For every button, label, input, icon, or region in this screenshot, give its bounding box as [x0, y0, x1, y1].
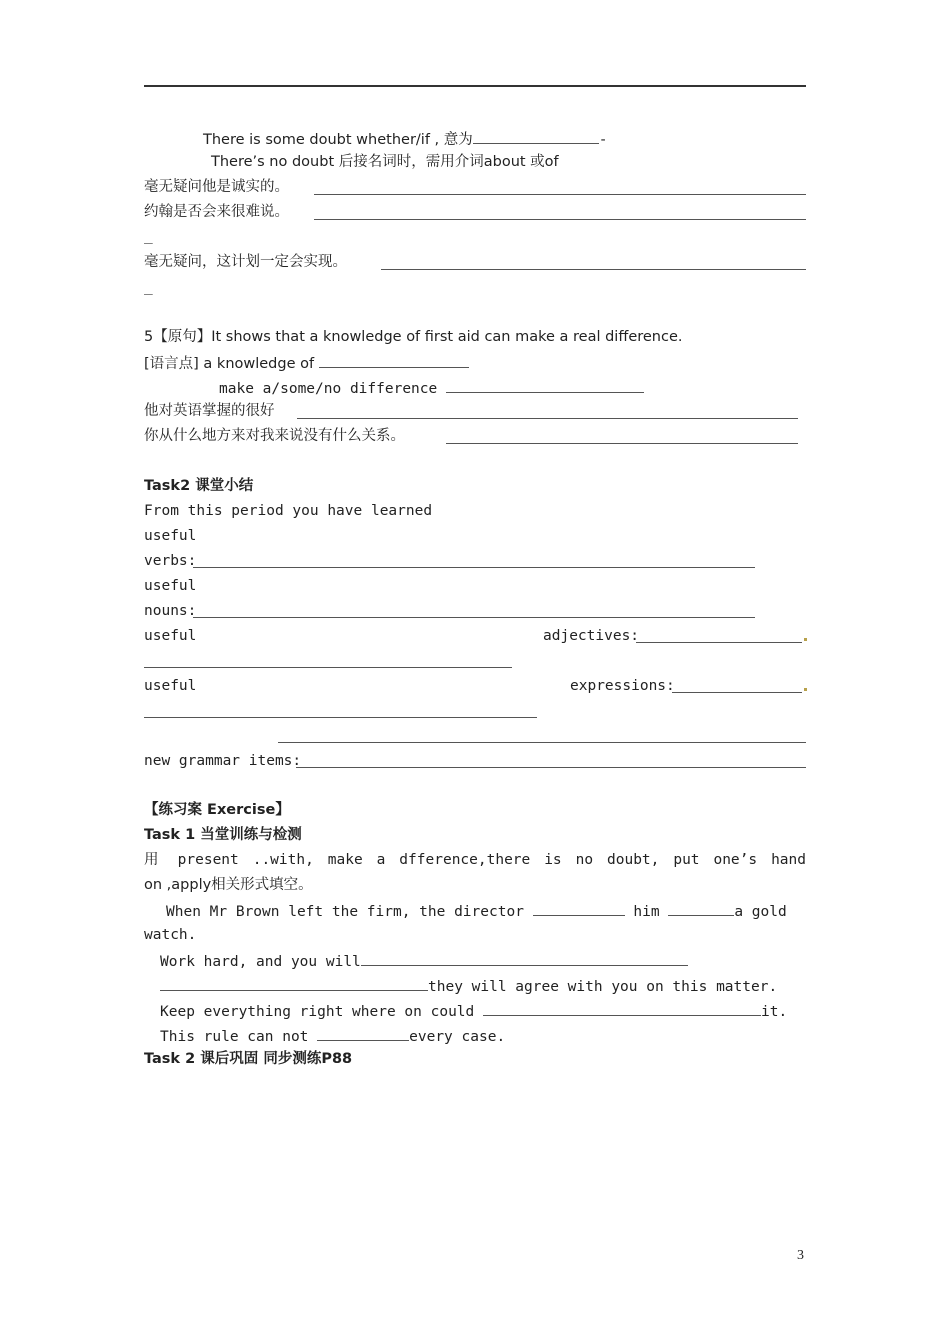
q2-blank[interactable]: [361, 950, 688, 966]
page-number: 3: [797, 1248, 804, 1263]
translation-5: 你从什么地方来对我来说没有什么关系。: [144, 428, 405, 444]
q2-text: Work hard, and you will: [160, 954, 361, 970]
from-period-line: From this period you have learned: [144, 503, 433, 519]
q5-text-a: This rule can not: [160, 1029, 318, 1045]
mark-dot-2: [804, 688, 807, 691]
question-3: [160, 975, 777, 997]
language-point-knowledge: [144, 352, 469, 374]
mark-dot-1: [804, 638, 807, 641]
q1-text-a: When Mr Brown left the firm, the director: [166, 904, 533, 920]
q5-blank[interactable]: [317, 1025, 409, 1041]
dash-tail: -: [598, 132, 608, 148]
grammar-label: new grammar items:: [144, 753, 302, 769]
answer-line-1[interactable]: [314, 194, 806, 195]
exercise-title: 【练习案 Exercise】: [144, 802, 290, 818]
question-1-end: watch.: [144, 927, 197, 943]
answer-line-2[interactable]: [314, 219, 806, 220]
answer-line-3[interactable]: [381, 269, 806, 270]
question-2: [160, 950, 688, 972]
useful-label-3: useful: [144, 628, 197, 644]
language-point-difference: [219, 377, 644, 399]
dash-mark-2: _: [144, 279, 153, 295]
expressions-answer-line-2[interactable]: [144, 717, 537, 718]
task1-instruction-2: on ,apply相关形式填空。: [144, 877, 313, 893]
q3-blank[interactable]: [160, 975, 428, 991]
task1-title: Task 1 当堂训练与检测: [144, 827, 302, 843]
no-doubt-line: There’s no doubt 后接名词时，需用介词about 或of: [211, 154, 559, 170]
question-5: [160, 1025, 505, 1047]
blank-knowledge[interactable]: [319, 352, 469, 368]
translation-2: 约翰是否会来很难说。: [144, 204, 289, 220]
doubt-whether-text: There is some doubt whether/if , 意为: [203, 132, 473, 148]
nouns-answer-line[interactable]: [193, 617, 755, 618]
doubt-whether-line: [203, 128, 608, 150]
answer-line-5[interactable]: [446, 443, 798, 444]
nouns-label: nouns:: [144, 603, 197, 619]
task2-summary-title: Task2 课堂小结: [144, 478, 254, 494]
q1-blank-1[interactable]: [533, 900, 625, 916]
q1-text-b: him: [624, 904, 669, 920]
q1-text-c: a gold: [734, 904, 787, 920]
expressions-answer-line[interactable]: [672, 692, 802, 693]
q4-text-b: it.: [761, 1004, 788, 1020]
translation-3: 毫无疑问，这计划一定会实现。: [144, 254, 347, 270]
expressions-label: expressions:: [570, 678, 675, 694]
grammar-answer-line-top[interactable]: [278, 742, 806, 743]
task2-after-class: Task 2 课后巩固 同步测练P88: [144, 1051, 353, 1067]
question-4: [160, 1000, 787, 1022]
question-1: [166, 900, 787, 922]
q4-text-a: Keep everything right where on could: [160, 1004, 484, 1020]
verbs-label: verbs:: [144, 553, 197, 569]
q1-blank-2[interactable]: [668, 900, 734, 916]
blank-meaning[interactable]: [473, 128, 599, 144]
header-rule: [144, 85, 806, 87]
q3-text: they will agree with you on this matter.: [428, 979, 778, 995]
verbs-answer-line[interactable]: [193, 567, 755, 568]
translation-4: 他对英语掌握的很好: [144, 403, 275, 419]
useful-label-1: useful: [144, 528, 197, 544]
dash-mark-1: _: [144, 228, 153, 244]
adjectives-answer-line[interactable]: [636, 642, 802, 643]
blank-difference[interactable]: [446, 377, 644, 393]
answer-line-4[interactable]: [297, 418, 798, 419]
original-sentence-5: 5【原句】It shows that a knowledge of first aid can make a real difference.: [144, 329, 683, 345]
adjectives-answer-line-2[interactable]: [144, 667, 512, 668]
knowledge-text: [语言点] a knowledge of: [144, 356, 319, 372]
translation-1: 毫无疑问他是诚实的。: [144, 179, 289, 195]
q4-blank[interactable]: [483, 1000, 761, 1016]
grammar-answer-line[interactable]: [296, 767, 806, 768]
difference-text: make a/some/no difference: [219, 381, 446, 397]
useful-label-4: useful: [144, 678, 197, 694]
adjectives-label: adjectives:: [543, 628, 640, 644]
q5-text-b: every case.: [409, 1029, 506, 1045]
useful-label-2: useful: [144, 578, 197, 594]
task1-instruction-1: 用 present ..with, make a dfference,there is no doubt, put one’s hand: [144, 852, 806, 868]
